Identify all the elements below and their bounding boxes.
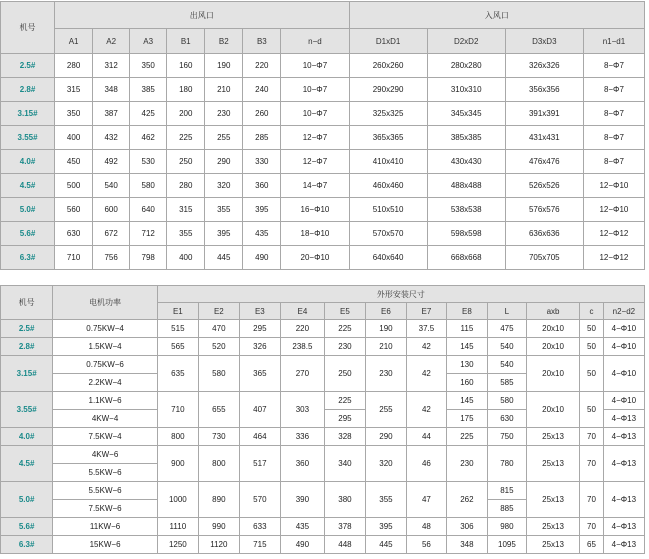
cell: 180 [167, 78, 205, 102]
column-header: L [487, 303, 526, 320]
cell: 576x576 [505, 198, 583, 222]
cell: 145 [446, 392, 487, 410]
column-header: E6 [365, 303, 406, 320]
cell: 50 [580, 338, 604, 356]
cell: 633 [239, 518, 280, 536]
cell: 488x488 [427, 174, 505, 198]
cell: 435 [280, 518, 324, 536]
cell: 538x538 [427, 198, 505, 222]
cell: 12−Φ12 [583, 222, 644, 246]
cell: 356x356 [505, 78, 583, 102]
cell: 395 [205, 222, 243, 246]
cell: 65 [580, 536, 604, 554]
cell: 655 [198, 392, 239, 428]
model-cell: 4.5# [1, 174, 55, 198]
cell: 255 [205, 126, 243, 150]
column-header: B1 [167, 29, 205, 54]
cell: 798 [130, 246, 167, 270]
cell: 476x476 [505, 150, 583, 174]
cell: 600 [93, 198, 130, 222]
cell: 50 [580, 392, 604, 428]
column-header-row [1, 29, 645, 54]
cell: 355 [167, 222, 205, 246]
cell: 326 [239, 338, 280, 356]
motor-cell: 15KW−6 [53, 536, 158, 554]
motor-cell: 5.5KW−6 [53, 482, 158, 500]
cell: 387 [93, 102, 130, 126]
table-row [1, 446, 645, 464]
cell: 16−Φ10 [281, 198, 349, 222]
cell: 348 [446, 536, 487, 554]
cell: 570 [239, 482, 280, 518]
column-header: E8 [446, 303, 487, 320]
cell: 710 [55, 246, 93, 270]
cell: 8−Φ7 [583, 102, 644, 126]
cell: 630 [487, 410, 526, 428]
cell: 10−Φ7 [281, 54, 349, 78]
model-cell: 3.15# [1, 356, 53, 392]
column-header: E2 [198, 303, 239, 320]
table-row [1, 338, 645, 356]
model-cell: 2.5# [1, 320, 53, 338]
cell: 290x290 [349, 78, 427, 102]
model-cell: 2.5# [1, 54, 55, 78]
cell: 355 [205, 198, 243, 222]
motor-cell: 0.75KW−4 [53, 320, 158, 338]
cell: 70 [580, 446, 604, 482]
table-body [1, 54, 645, 270]
model-cell: 5.6# [1, 222, 55, 246]
column-header: n1−d1 [583, 29, 644, 54]
motor-cell: 4KW−6 [53, 446, 158, 464]
cell: 4−Φ13 [603, 482, 644, 518]
cell: 336 [280, 428, 324, 446]
cell: 380 [324, 482, 365, 518]
cell: 315 [55, 78, 93, 102]
cell: 295 [324, 410, 365, 428]
cell: 56 [406, 536, 446, 554]
cell: 580 [487, 392, 526, 410]
cell: 8−Φ7 [583, 78, 644, 102]
cell: 37.5 [406, 320, 446, 338]
cell: 1110 [157, 518, 198, 536]
column-header: E7 [406, 303, 446, 320]
cell: 20x10 [526, 320, 579, 338]
cell: 330 [243, 150, 281, 174]
cell: 540 [487, 356, 526, 374]
model-cell: 5.0# [1, 198, 55, 222]
column-header: axb [526, 303, 579, 320]
motor-power-header: 电机功率 [53, 286, 158, 320]
cell: 348 [93, 78, 130, 102]
table-row [1, 102, 645, 126]
cell: 20x10 [526, 338, 579, 356]
cell: 230 [446, 446, 487, 482]
table-row [1, 78, 645, 102]
cell: 490 [243, 246, 281, 270]
outlet-inlet-dimensions-table [0, 1, 645, 270]
table-row [1, 150, 645, 174]
cell: 310x310 [427, 78, 505, 102]
cell: 44 [406, 428, 446, 446]
cell: 1120 [198, 536, 239, 554]
cell: 885 [487, 500, 526, 518]
cell: 636x636 [505, 222, 583, 246]
column-header: A1 [55, 29, 93, 54]
cell: 800 [198, 446, 239, 482]
cell: 325x325 [349, 102, 427, 126]
cell: 290 [205, 150, 243, 174]
cell: 25x13 [526, 518, 579, 536]
cell: 500 [55, 174, 93, 198]
column-header: E5 [324, 303, 365, 320]
cell: 365x365 [349, 126, 427, 150]
cell: 50 [580, 356, 604, 392]
cell: 4−Φ13 [603, 518, 644, 536]
column-header: B3 [243, 29, 281, 54]
model-cell: 3.15# [1, 102, 55, 126]
cell: 1250 [157, 536, 198, 554]
column-header: A2 [93, 29, 130, 54]
motor-cell: 11KW−6 [53, 518, 158, 536]
cell: 630 [55, 222, 93, 246]
model-cell: 5.6# [1, 518, 53, 536]
motor-cell: 5.5KW−6 [53, 464, 158, 482]
model-cell: 6.3# [1, 536, 53, 554]
cell: 672 [93, 222, 130, 246]
cell: 160 [446, 374, 487, 392]
cell: 400 [167, 246, 205, 270]
cell: 230 [205, 102, 243, 126]
column-header: A3 [130, 29, 167, 54]
cell: 470 [198, 320, 239, 338]
cell: 530 [130, 150, 167, 174]
cell: 980 [487, 518, 526, 536]
cell: 12−Φ10 [583, 198, 644, 222]
motor-cell: 1.5KW−4 [53, 338, 158, 356]
table-row [1, 482, 645, 500]
model-header: 机号 [1, 286, 53, 320]
cell: 425 [130, 102, 167, 126]
cell: 390 [280, 482, 324, 518]
table-row [1, 320, 645, 338]
cell: 130 [446, 356, 487, 374]
column-header: D2xD2 [427, 29, 505, 54]
cell: 260 [243, 102, 281, 126]
cell: 435 [243, 222, 281, 246]
column-header: D3xD3 [505, 29, 583, 54]
cell: 378 [324, 518, 365, 536]
cell: 320 [365, 446, 406, 482]
cell: 10−Φ7 [281, 102, 349, 126]
cell: 42 [406, 338, 446, 356]
motor-cell: 0.75KW−6 [53, 356, 158, 374]
cell: 225 [324, 392, 365, 410]
model-cell: 4.0# [1, 428, 53, 446]
cell: 4−Φ13 [603, 428, 644, 446]
cell: 445 [365, 536, 406, 554]
cell: 270 [280, 356, 324, 392]
cell: 431x431 [505, 126, 583, 150]
table-row [1, 198, 645, 222]
motor-cell: 1.1KW−6 [53, 392, 158, 410]
cell: 42 [406, 392, 446, 428]
cell: 4−Φ10 [603, 320, 644, 338]
cell: 50 [580, 320, 604, 338]
column-header: n−d [281, 29, 349, 54]
cell: 200 [167, 102, 205, 126]
cell: 8−Φ7 [583, 150, 644, 174]
cell: 4−Φ13 [603, 536, 644, 554]
cell: 540 [93, 174, 130, 198]
cell: 303 [280, 392, 324, 428]
motor-cell: 7.5KW−6 [53, 500, 158, 518]
cell: 10−Φ7 [281, 78, 349, 102]
cell: 290 [365, 428, 406, 446]
column-header: E3 [239, 303, 280, 320]
cell: 250 [167, 150, 205, 174]
cell: 320 [205, 174, 243, 198]
cell: 815 [487, 482, 526, 500]
model-cell: 2.8# [1, 78, 55, 102]
cell: 712 [130, 222, 167, 246]
cell: 8−Φ7 [583, 126, 644, 150]
table-row [1, 428, 645, 446]
column-header: B2 [205, 29, 243, 54]
table-row [1, 222, 645, 246]
cell: 730 [198, 428, 239, 446]
cell: 517 [239, 446, 280, 482]
cell: 445 [205, 246, 243, 270]
cell: 710 [157, 392, 198, 428]
model-cell: 6.3# [1, 246, 55, 270]
cell: 8−Φ7 [583, 54, 644, 78]
cell: 46 [406, 446, 446, 482]
cell: 70 [580, 518, 604, 536]
cell: 70 [580, 428, 604, 446]
cell: 315 [167, 198, 205, 222]
cell: 18−Φ10 [281, 222, 349, 246]
motor-cell: 4KW−4 [53, 410, 158, 428]
table-row [1, 536, 645, 554]
table-row [1, 392, 645, 410]
cell: 220 [243, 54, 281, 78]
model-header: 机号 [1, 2, 55, 54]
cell: 250 [324, 356, 365, 392]
cell: 25x13 [526, 446, 579, 482]
cell: 12−Φ12 [583, 246, 644, 270]
table-row [1, 126, 645, 150]
cell: 1000 [157, 482, 198, 518]
cell: 705x705 [505, 246, 583, 270]
cell: 395 [365, 518, 406, 536]
cell: 145 [446, 338, 487, 356]
cell: 210 [365, 338, 406, 356]
cell: 345x345 [427, 102, 505, 126]
cell: 520 [198, 338, 239, 356]
cell: 175 [446, 410, 487, 428]
cell: 635 [157, 356, 198, 392]
cell: 280 [167, 174, 205, 198]
model-cell: 5.0# [1, 482, 53, 518]
cell: 400 [55, 126, 93, 150]
cell: 430x430 [427, 150, 505, 174]
cell: 395 [243, 198, 281, 222]
cell: 238.5 [280, 338, 324, 356]
table-row [1, 54, 645, 78]
cell: 990 [198, 518, 239, 536]
cell: 756 [93, 246, 130, 270]
cell: 580 [130, 174, 167, 198]
cell: 4−Φ13 [603, 410, 644, 428]
cell: 4−Φ13 [603, 446, 644, 482]
model-cell: 4.0# [1, 150, 55, 174]
cell: 450 [55, 150, 93, 174]
cell: 295 [239, 320, 280, 338]
cell: 230 [365, 356, 406, 392]
cell: 115 [446, 320, 487, 338]
table-row [1, 356, 645, 374]
cell: 715 [239, 536, 280, 554]
cell: 355 [365, 482, 406, 518]
cell: 20x10 [526, 356, 579, 392]
cell: 4−Φ10 [603, 392, 644, 410]
cell: 25x13 [526, 536, 579, 554]
cell: 640 [130, 198, 167, 222]
cell: 285 [243, 126, 281, 150]
cell: 260x260 [349, 54, 427, 78]
cell: 70 [580, 482, 604, 518]
cell: 190 [365, 320, 406, 338]
table-row [1, 174, 645, 198]
outlet-header: 出风口 [55, 2, 349, 29]
table-row [1, 518, 645, 536]
cell: 475 [487, 320, 526, 338]
cell: 900 [157, 446, 198, 482]
cell: 25x13 [526, 428, 579, 446]
cell: 350 [130, 54, 167, 78]
cell: 448 [324, 536, 365, 554]
cell: 560 [55, 198, 93, 222]
cell: 585 [487, 374, 526, 392]
cell: 14−Φ7 [281, 174, 349, 198]
cell: 312 [93, 54, 130, 78]
column-header: E4 [280, 303, 324, 320]
model-cell: 4.5# [1, 446, 53, 482]
cell: 25x13 [526, 482, 579, 518]
cell: 47 [406, 482, 446, 518]
cell: 540 [487, 338, 526, 356]
cell: 225 [324, 320, 365, 338]
installation-dimensions-table [0, 285, 645, 554]
cell: 225 [167, 126, 205, 150]
cell: 280x280 [427, 54, 505, 78]
cell: 306 [446, 518, 487, 536]
column-header: n2−d2 [603, 303, 644, 320]
cell: 580 [198, 356, 239, 392]
table-row [1, 246, 645, 270]
cell: 360 [280, 446, 324, 482]
cell: 42 [406, 356, 446, 392]
cell: 12−Φ7 [281, 150, 349, 174]
cell: 210 [205, 78, 243, 102]
model-cell: 3.55# [1, 126, 55, 150]
cell: 668x668 [427, 246, 505, 270]
cell: 240 [243, 78, 281, 102]
cell: 365 [239, 356, 280, 392]
cell: 20−Φ10 [281, 246, 349, 270]
cell: 410x410 [349, 150, 427, 174]
cell: 490 [280, 536, 324, 554]
cell: 160 [167, 54, 205, 78]
cell: 385 [130, 78, 167, 102]
model-cell: 3.55# [1, 392, 53, 428]
cell: 492 [93, 150, 130, 174]
cell: 230 [324, 338, 365, 356]
motor-cell: 2.2KW−4 [53, 374, 158, 392]
cell: 20x10 [526, 392, 579, 428]
column-header: c [580, 303, 604, 320]
cell: 262 [446, 482, 487, 518]
cell: 280 [55, 54, 93, 78]
cell: 800 [157, 428, 198, 446]
cell: 326x326 [505, 54, 583, 78]
column-header: D1xD1 [349, 29, 427, 54]
cell: 220 [280, 320, 324, 338]
column-header: E1 [157, 303, 198, 320]
cell: 4−Φ10 [603, 356, 644, 392]
cell: 598x598 [427, 222, 505, 246]
cell: 462 [130, 126, 167, 150]
cell: 385x385 [427, 126, 505, 150]
cell: 360 [243, 174, 281, 198]
cell: 340 [324, 446, 365, 482]
cell: 890 [198, 482, 239, 518]
cell: 750 [487, 428, 526, 446]
cell: 391x391 [505, 102, 583, 126]
cell: 515 [157, 320, 198, 338]
motor-cell: 7.5KW−4 [53, 428, 158, 446]
cell: 432 [93, 126, 130, 150]
cell: 640x640 [349, 246, 427, 270]
model-cell: 2.8# [1, 338, 53, 356]
cell: 350 [55, 102, 93, 126]
cell: 464 [239, 428, 280, 446]
cell: 526x526 [505, 174, 583, 198]
cell: 4−Φ10 [603, 338, 644, 356]
cell: 255 [365, 392, 406, 428]
cell: 12−Φ10 [583, 174, 644, 198]
cell: 460x460 [349, 174, 427, 198]
cell: 225 [446, 428, 487, 446]
cell: 1095 [487, 536, 526, 554]
cell: 510x510 [349, 198, 427, 222]
cell: 48 [406, 518, 446, 536]
installation-dims-header: 外形安装尺寸 [157, 286, 644, 303]
cell: 12−Φ7 [281, 126, 349, 150]
cell: 570x570 [349, 222, 427, 246]
cell: 190 [205, 54, 243, 78]
inlet-header: 入风口 [349, 2, 644, 29]
cell: 328 [324, 428, 365, 446]
cell: 780 [487, 446, 526, 482]
cell: 407 [239, 392, 280, 428]
cell: 565 [157, 338, 198, 356]
